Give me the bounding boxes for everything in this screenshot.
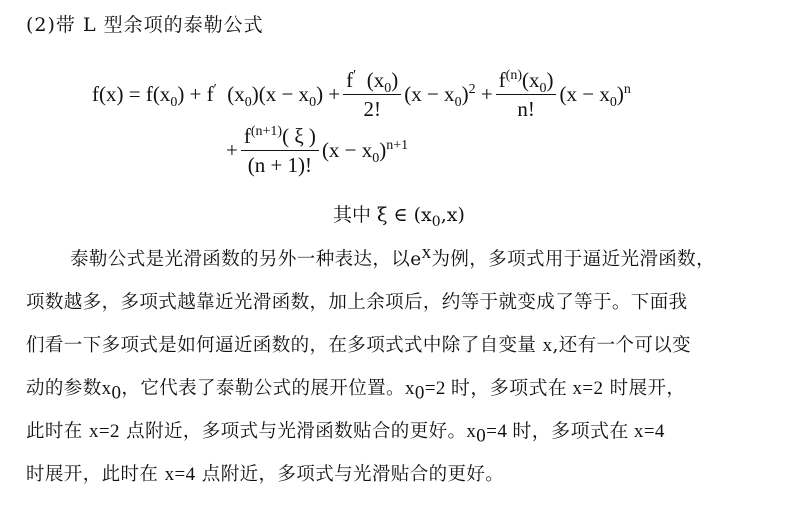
formula-lhs: $f(x) = f(x_0) + f'$ $(x_0)(x - x_0)$ + (92, 81, 341, 110)
formula-remainder-term: $(x - x_0)^{n+1}$ (321, 137, 409, 166)
explanation-paragraph (26, 238, 788, 496)
xi-condition: 其中 ξ ∈ $(x_0,x)$ (333, 204, 465, 230)
formula-term-n: $(x - x_0)^n$ (559, 81, 631, 110)
paragraph-line-3: 们看一下多项式是如何逼近函数的，在多项式式中除了自变量 x,还有一个可以变 (26, 335, 692, 356)
paragraph-line-1: 泰勒公式是光滑函数的另外一种表达，以$e^x$为例，多项式用于逼近光滑函数， (70, 241, 715, 270)
fraction-remainder: $\frac{f^{(n+1)}( \xi )}{(n + 1)!}$ (241, 124, 319, 177)
paragraph-line-6: 时展开，此时在 x=4 点附近，多项式与光滑贴合的更好。 (26, 464, 505, 485)
paragraph-line-4: 动的参数$x_0$，它代表了泰勒公式的展开位置。$x_0=2$ 时，多项式在 x=2 时展开， (26, 378, 686, 404)
paragraph-line-2: 项数越多，多项式越靠近光滑函数，加上余项后，约等于就变成了等于。下面我 (26, 292, 688, 313)
fraction-nth-derivative: $\frac{f^{(n)}(x_0)}{n!}$ (496, 68, 557, 121)
taylor-formula-line-2 (226, 120, 408, 180)
taylor-formula-line-1 (92, 60, 631, 128)
paragraph-line-5: 此时在 x=2 点附近，多项式与光滑函数贴合的更好。$x_0=4$ 时，多项式在 x=4 (26, 421, 665, 447)
fraction-first-derivative: $\frac{f' (x_0)}{2!}$ (343, 68, 401, 121)
section-heading: (2)带 L 型余项的泰勒公式 (26, 14, 264, 36)
formula-plus: + (226, 137, 238, 162)
formula-term-2: $(x - x_0)^2$ + (404, 81, 493, 110)
